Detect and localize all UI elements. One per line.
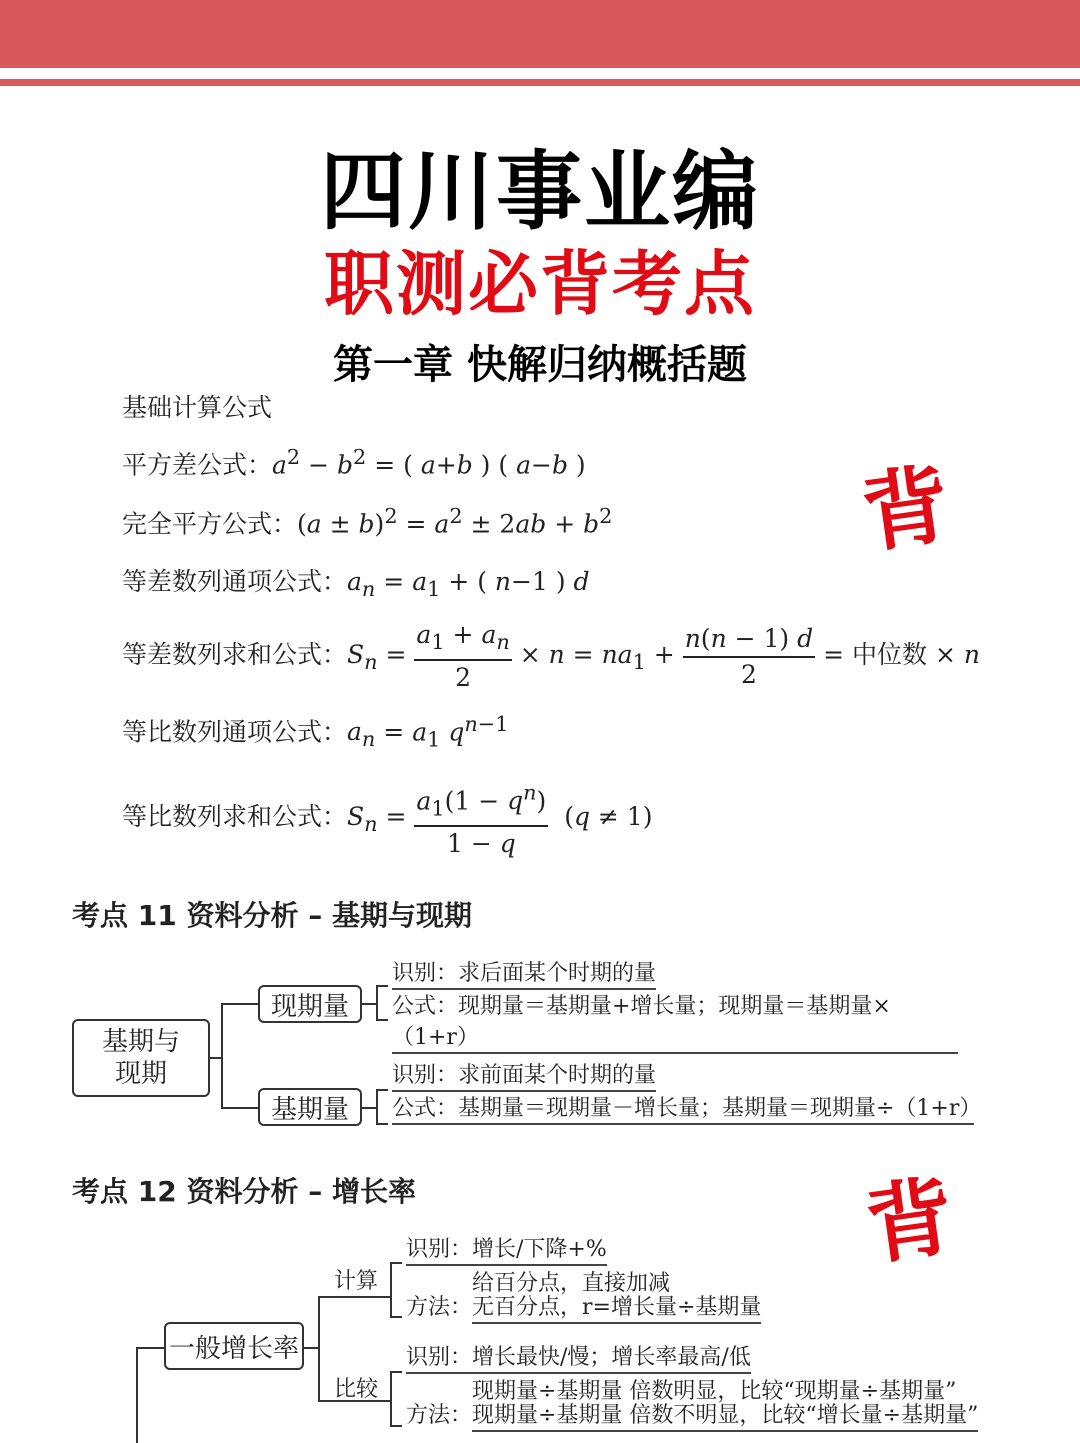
connector-line (221, 1003, 223, 1109)
bracket-line (376, 985, 378, 1021)
formula-perfect-square: 完全平方公式：$(a \pm b)^2 = a^2 \pm 2ab + b^2$ (122, 504, 613, 539)
bracket-line (390, 1262, 402, 1264)
formula-arithmetic-term: 等差数列通项公式：$a_n = a_1$ + ( n−1 ) d (122, 567, 590, 601)
calc-method-line2: 无百分点，r=增长量÷基期量 (472, 1290, 761, 1324)
formula-label: 等差数列求和公式： (122, 640, 348, 669)
base-formula-text: 公式：基期量＝现期量－增长量；基期量＝现期量÷（1+r） (392, 1091, 974, 1125)
branch-calc-label: 计算 (334, 1269, 379, 1294)
bracket-line (376, 1123, 388, 1125)
formula-label: 平方差公式： (122, 450, 273, 480)
bracket-line (390, 1316, 402, 1318)
bracket-line (390, 1425, 402, 1427)
base-identify-text: 识别：求前面某个时期的量 (392, 1058, 656, 1092)
calc-method-label: 方法： (406, 1295, 473, 1320)
compare-method-line2: 现期量÷基期量 倍数不明显，比较“增长量÷基期量” (472, 1398, 978, 1432)
connector-line (362, 1107, 376, 1109)
node-label: 基期与现期 (101, 1027, 180, 1089)
compare-method-line1: 现期量÷基期量 倍数明显，比较“现期量÷基期量” (472, 1379, 957, 1404)
node-general-growth-rate: 一般增长率 (164, 1322, 304, 1370)
connector-line (318, 1296, 320, 1402)
page-title: 四川事业编 (320, 142, 760, 242)
root-node-base-current (72, 1019, 210, 1097)
formula-geometric-sum: 等比数列求和公式：$S_n$ = $\frac{a_1(1 - q^n)}{1 - q}$ (q ≠ 1) (122, 776, 652, 861)
compare-method-label: 方法： (406, 1403, 473, 1428)
bracket-line (376, 1089, 378, 1125)
formula-label: 等比数列通项公式： (122, 717, 348, 747)
memorize-stamp: 背 (856, 453, 956, 566)
page-subtitle: 职测必背考点 (324, 243, 756, 325)
chapter-title: 第一章 快解归纳概括题 (333, 342, 747, 388)
branch-compare-label: 比较 (334, 1377, 379, 1402)
bracket-line (390, 1371, 402, 1373)
current-formula-text: 公式：现期量＝基期量+增长量；现期量＝基期量×（1+r） (392, 989, 958, 1054)
bracket-line (390, 1371, 392, 1427)
formula-geometric-term: 等比数列通项公式：$a_n = a_1$ $q^{n-1}$ (122, 712, 509, 752)
connector-line (221, 1107, 258, 1109)
formula-label: 等差数列通项公式： (122, 567, 348, 596)
formula-label: 等比数列求和公式： (122, 802, 348, 832)
section-11-title: 考点 11 资料分析 – 基期与现期 (72, 899, 472, 932)
formula-label: 完全平方公式： (122, 509, 298, 539)
connector-line (362, 1003, 376, 1005)
node-current-period: 现期量 (258, 985, 362, 1023)
compare-identify-text: 识别：增长最快/慢；增长率最高/低 (406, 1340, 751, 1374)
bracket-line (390, 1262, 392, 1318)
header-color-band (0, 0, 1080, 68)
connector-line (318, 1296, 390, 1298)
median-label: 中位数 (851, 640, 927, 669)
bracket-line (376, 1019, 388, 1021)
calc-identify-text: 识别：增长/下降+% (406, 1232, 607, 1266)
formula-square-difference: 平方差公式：$a^2 - b^2$ = ( a+b ) ( a−b ) (122, 445, 586, 480)
current-identify-text: 识别：求后面某个时期的量 (392, 956, 656, 990)
connector-line (304, 1347, 318, 1349)
connector-line (136, 1347, 138, 1443)
node-base-period: 基期量 (258, 1088, 362, 1126)
calc-method-line1: 给百分点，直接加减 (472, 1271, 671, 1296)
formula-arithmetic-sum: 等差数列求和公式：$S_n$ = $\frac{a_1 + a_n}{2}$ × $n = na_1$ + $\frac{n(n - 1) d}{2}$ = 中位数 × n (122, 620, 980, 692)
header-divider-line (0, 79, 1080, 86)
bracket-line (376, 985, 388, 987)
section-12-title: 考点 12 资料分析 – 增长率 (72, 1175, 416, 1208)
formula-heading: 基础计算公式 (122, 393, 273, 422)
connector-line (136, 1347, 164, 1349)
bracket-line (376, 1089, 388, 1091)
connector-line (221, 1003, 258, 1005)
memorize-stamp: 背 (860, 1165, 960, 1278)
